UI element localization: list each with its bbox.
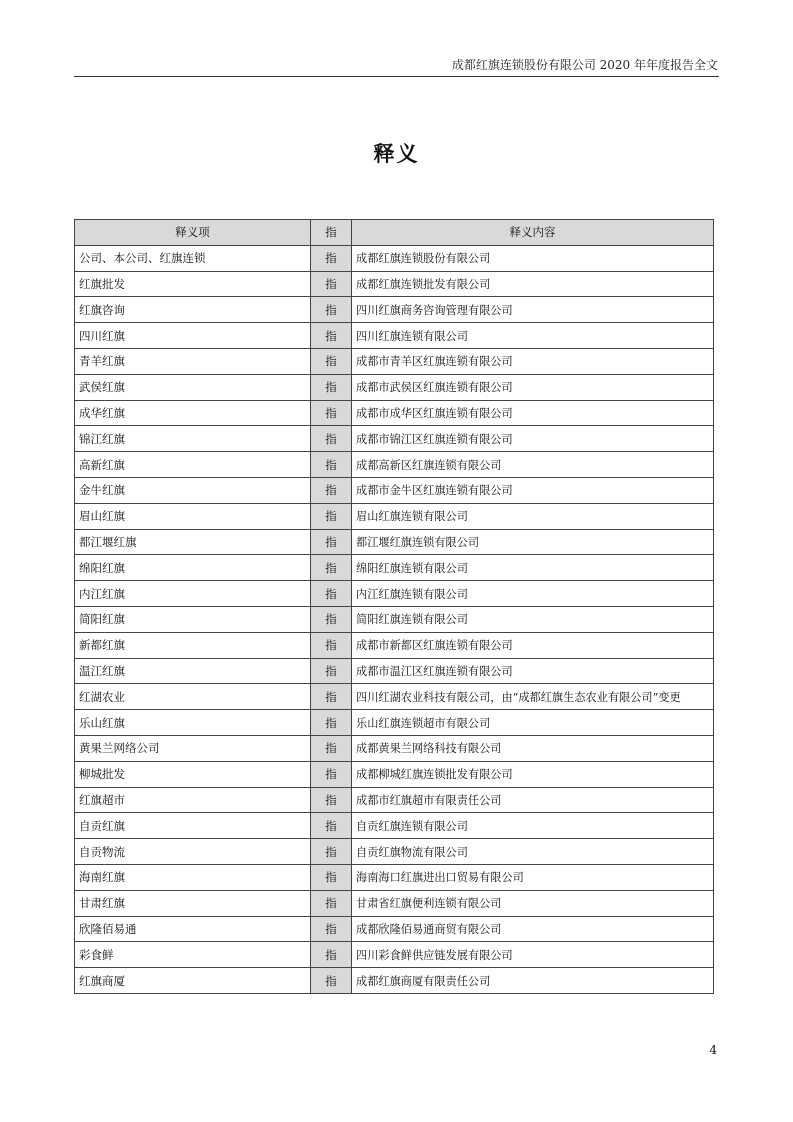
term-cell: 高新红旗 bbox=[75, 452, 311, 478]
zhi-cell: 指 bbox=[311, 942, 352, 968]
definition-cell: 成都市锦江区红旗连锁有限公司 bbox=[352, 426, 714, 452]
term-cell: 红旗超市 bbox=[75, 787, 311, 813]
term-cell: 乐山红旗 bbox=[75, 710, 311, 736]
zhi-cell: 指 bbox=[311, 606, 352, 632]
zhi-cell: 指 bbox=[311, 374, 352, 400]
term-cell: 红旗商厦 bbox=[75, 968, 311, 994]
table-row bbox=[75, 968, 714, 994]
table-row bbox=[75, 529, 714, 555]
zhi-cell: 指 bbox=[311, 426, 352, 452]
table-row bbox=[75, 503, 714, 529]
zhi-cell: 指 bbox=[311, 968, 352, 994]
zhi-cell: 指 bbox=[311, 839, 352, 865]
definition-cell: 成都高新区红旗连锁有限公司 bbox=[352, 452, 714, 478]
definition-cell: 四川红旗连锁有限公司 bbox=[352, 323, 714, 349]
header-zhi: 指 bbox=[311, 220, 352, 246]
term-cell: 新都红旗 bbox=[75, 632, 311, 658]
table-row bbox=[75, 890, 714, 916]
zhi-cell: 指 bbox=[311, 452, 352, 478]
definition-cell: 成都市金牛区红旗连锁有限公司 bbox=[352, 477, 714, 503]
term-cell: 眉山红旗 bbox=[75, 503, 311, 529]
page-title: 释义 bbox=[373, 141, 420, 166]
term-cell: 武侯红旗 bbox=[75, 374, 311, 400]
term-cell: 四川红旗 bbox=[75, 323, 311, 349]
zhi-cell: 指 bbox=[311, 710, 352, 736]
zhi-cell: 指 bbox=[311, 348, 352, 374]
term-cell: 绵阳红旗 bbox=[75, 555, 311, 581]
zhi-cell: 指 bbox=[311, 632, 352, 658]
term-cell: 海南红旗 bbox=[75, 864, 311, 890]
table-row bbox=[75, 400, 714, 426]
zhi-cell: 指 bbox=[311, 555, 352, 581]
term-cell: 甘肃红旗 bbox=[75, 890, 311, 916]
definition-cell: 自贡红旗物流有限公司 bbox=[352, 839, 714, 865]
term-cell: 公司、本公司、红旗连锁 bbox=[75, 245, 311, 271]
zhi-cell: 指 bbox=[311, 658, 352, 684]
table-row bbox=[75, 245, 714, 271]
zhi-cell: 指 bbox=[311, 271, 352, 297]
term-cell: 红旗批发 bbox=[75, 271, 311, 297]
definition-cell: 成都市青羊区红旗连锁有限公司 bbox=[352, 348, 714, 374]
table-header-row bbox=[75, 220, 714, 246]
term-cell: 红旗咨询 bbox=[75, 297, 311, 323]
table-row bbox=[75, 813, 714, 839]
definition-cell: 成都市成华区红旗连锁有限公司 bbox=[352, 400, 714, 426]
header-definition: 释义内容 bbox=[352, 220, 714, 246]
table-row bbox=[75, 555, 714, 581]
definition-cell: 成都市武侯区红旗连锁有限公司 bbox=[352, 374, 714, 400]
table-row bbox=[75, 658, 714, 684]
definition-cell: 四川红旗商务咨询管理有限公司 bbox=[352, 297, 714, 323]
definition-cell: 甘肃省红旗便利连锁有限公司 bbox=[352, 890, 714, 916]
zhi-cell: 指 bbox=[311, 735, 352, 761]
definition-cell: 都江堰红旗连锁有限公司 bbox=[352, 529, 714, 555]
table-row bbox=[75, 452, 714, 478]
header-divider bbox=[74, 76, 719, 77]
zhi-cell: 指 bbox=[311, 813, 352, 839]
definition-cell: 成都红旗连锁股份有限公司 bbox=[352, 245, 714, 271]
table-row bbox=[75, 864, 714, 890]
definition-cell: 成都市红旗超市有限责任公司 bbox=[352, 787, 714, 813]
term-cell: 红湖农业 bbox=[75, 684, 311, 710]
definition-cell: 四川红湖农业科技有限公司，由“成都红旗生态农业有限公司”变更 bbox=[352, 684, 714, 710]
definition-cell: 眉山红旗连锁有限公司 bbox=[352, 503, 714, 529]
zhi-cell: 指 bbox=[311, 761, 352, 787]
zhi-cell: 指 bbox=[311, 503, 352, 529]
zhi-cell: 指 bbox=[311, 323, 352, 349]
term-cell: 温江红旗 bbox=[75, 658, 311, 684]
table-row bbox=[75, 426, 714, 452]
table-row bbox=[75, 632, 714, 658]
zhi-cell: 指 bbox=[311, 864, 352, 890]
zhi-cell: 指 bbox=[311, 477, 352, 503]
table-row bbox=[75, 839, 714, 865]
zhi-cell: 指 bbox=[311, 529, 352, 555]
term-cell: 成华红旗 bbox=[75, 400, 311, 426]
table-row bbox=[75, 787, 714, 813]
term-cell: 金牛红旗 bbox=[75, 477, 311, 503]
table-row bbox=[75, 684, 714, 710]
term-cell: 自贡红旗 bbox=[75, 813, 311, 839]
zhi-cell: 指 bbox=[311, 787, 352, 813]
table-row bbox=[75, 297, 714, 323]
table-row bbox=[75, 761, 714, 787]
term-cell: 简阳红旗 bbox=[75, 606, 311, 632]
table-row bbox=[75, 735, 714, 761]
table-row bbox=[75, 942, 714, 968]
term-cell: 内江红旗 bbox=[75, 581, 311, 607]
definition-cell: 海南海口红旗进出口贸易有限公司 bbox=[352, 864, 714, 890]
definitions-table bbox=[74, 219, 714, 994]
definition-cell: 成都欣隆佰易通商贸有限公司 bbox=[352, 916, 714, 942]
definition-cell: 乐山红旗连锁超市有限公司 bbox=[352, 710, 714, 736]
definition-cell: 成都市新都区红旗连锁有限公司 bbox=[352, 632, 714, 658]
term-cell: 自贡物流 bbox=[75, 839, 311, 865]
term-cell: 青羊红旗 bbox=[75, 348, 311, 374]
term-cell: 彩食鲜 bbox=[75, 942, 311, 968]
table-row bbox=[75, 323, 714, 349]
definition-cell: 简阳红旗连锁有限公司 bbox=[352, 606, 714, 632]
term-cell: 欣隆佰易通 bbox=[75, 916, 311, 942]
table-row bbox=[75, 348, 714, 374]
table-row bbox=[75, 374, 714, 400]
zhi-cell: 指 bbox=[311, 581, 352, 607]
table-row bbox=[75, 477, 714, 503]
table-row bbox=[75, 916, 714, 942]
table-row bbox=[75, 710, 714, 736]
definition-cell: 自贡红旗连锁有限公司 bbox=[352, 813, 714, 839]
definition-cell: 成都市温江区红旗连锁有限公司 bbox=[352, 658, 714, 684]
definition-cell: 内江红旗连锁有限公司 bbox=[352, 581, 714, 607]
table-body bbox=[75, 245, 714, 993]
page-number: 4 bbox=[709, 1043, 717, 1057]
term-cell: 都江堰红旗 bbox=[75, 529, 311, 555]
definition-cell: 四川彩食鲜供应链发展有限公司 bbox=[352, 942, 714, 968]
definition-cell: 成都红旗商厦有限责任公司 bbox=[352, 968, 714, 994]
zhi-cell: 指 bbox=[311, 297, 352, 323]
zhi-cell: 指 bbox=[311, 916, 352, 942]
definition-cell: 绵阳红旗连锁有限公司 bbox=[352, 555, 714, 581]
term-cell: 黄果兰网络公司 bbox=[75, 735, 311, 761]
page-header: 成都红旗连锁股份有限公司 2020 年年度报告全文 bbox=[451, 58, 718, 72]
definition-cell: 成都红旗连锁批发有限公司 bbox=[352, 271, 714, 297]
definition-cell: 成都柳城红旗连锁批发有限公司 bbox=[352, 761, 714, 787]
term-cell: 柳城批发 bbox=[75, 761, 311, 787]
table-row bbox=[75, 606, 714, 632]
zhi-cell: 指 bbox=[311, 400, 352, 426]
table-row bbox=[75, 581, 714, 607]
table-row bbox=[75, 271, 714, 297]
zhi-cell: 指 bbox=[311, 890, 352, 916]
zhi-cell: 指 bbox=[311, 245, 352, 271]
zhi-cell: 指 bbox=[311, 684, 352, 710]
definition-cell: 成都黄果兰网络科技有限公司 bbox=[352, 735, 714, 761]
term-cell: 锦江红旗 bbox=[75, 426, 311, 452]
header-term: 释义项 bbox=[75, 220, 311, 246]
